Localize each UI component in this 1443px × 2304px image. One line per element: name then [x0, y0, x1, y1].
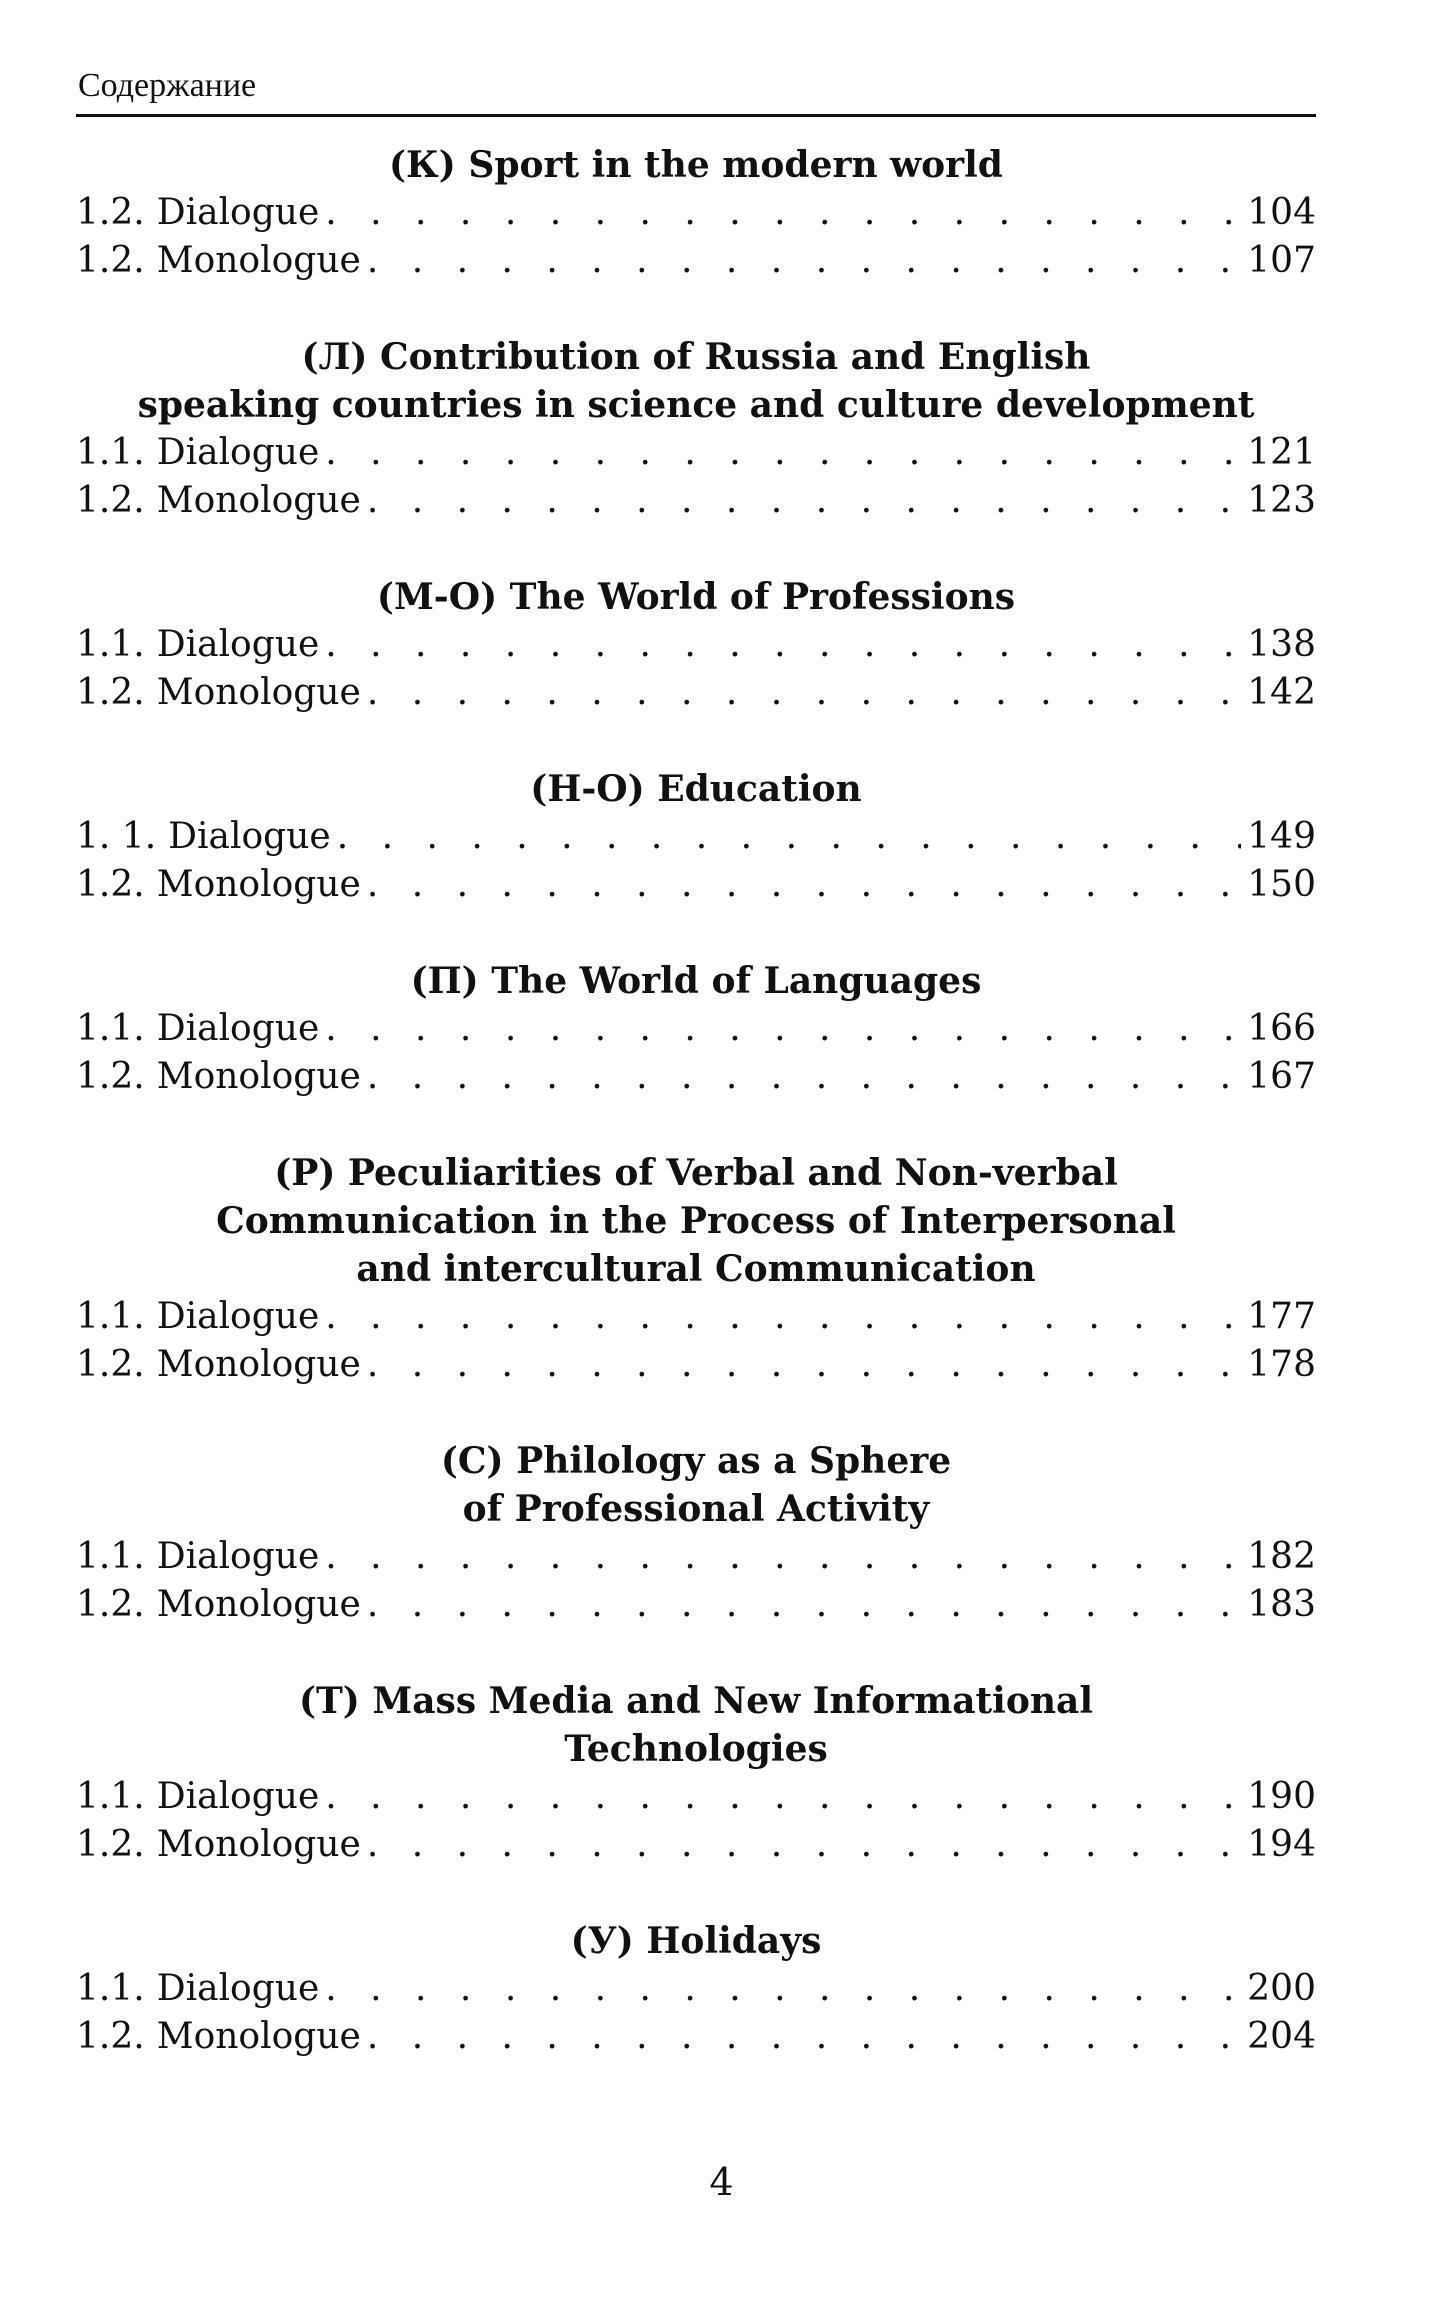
leader-dots — [367, 669, 1241, 717]
toc-entry[interactable] — [76, 429, 1316, 477]
entry-label: Monologue — [156, 2016, 361, 2057]
entry-page-number: 138 — [1247, 624, 1316, 665]
entry-label: Dialogue — [156, 1536, 320, 1577]
entry-number: 1.1. — [76, 1968, 145, 2009]
entry-page-number: 178 — [1247, 1344, 1316, 1385]
section-title-line: (С) Philology as a Sphere — [440, 1440, 952, 1482]
toc-entry[interactable] — [76, 1773, 1316, 1821]
header-rule — [76, 114, 1316, 117]
entry-page-number: 166 — [1247, 1008, 1316, 1049]
toc-entry[interactable] — [76, 189, 1316, 237]
entry-label: Monologue — [156, 240, 361, 281]
entry-number: 1.1. — [76, 624, 145, 665]
section-title-line: (Н-О) Education — [530, 768, 862, 810]
entry-page-number: 167 — [1247, 1056, 1316, 1097]
toc-section — [76, 573, 1316, 717]
section-title-line: (М-О) The World of Professions — [376, 576, 1016, 618]
table-of-contents — [76, 141, 1316, 2061]
toc-entry[interactable] — [76, 1053, 1316, 1101]
section-title-line: (К) Sport in the modern world — [389, 144, 1003, 186]
entry-label: Monologue — [156, 1824, 361, 1865]
toc-entry[interactable] — [76, 861, 1316, 909]
entry-label: Dialogue — [156, 432, 320, 473]
leader-dots — [325, 429, 1241, 477]
leader-dots — [325, 1533, 1241, 1581]
section-title-line: (П) The World of Languages — [410, 960, 982, 1002]
leader-dots — [325, 1965, 1241, 2013]
entry-label: Monologue — [156, 1344, 361, 1385]
leader-dots — [367, 1581, 1241, 1629]
entry-number: 1.2. — [76, 1056, 145, 1097]
entry-number: 1. 1. — [76, 816, 157, 857]
toc-section — [76, 1677, 1316, 1869]
toc-section — [76, 141, 1316, 285]
entry-number: 1.2. — [76, 1584, 145, 1625]
entry-page-number: 177 — [1247, 1296, 1316, 1337]
entry-number: 1.2. — [76, 480, 145, 521]
toc-entry[interactable] — [76, 1341, 1316, 1389]
section-title-line: (Т) Mass Media and New Informational — [298, 1680, 1094, 1722]
entry-page-number: 183 — [1247, 1584, 1316, 1625]
toc-section — [76, 765, 1316, 909]
section-title-line: (Л) Contribution of Russia and English — [301, 336, 1091, 378]
entry-page-number: 142 — [1247, 672, 1316, 713]
toc-entry[interactable] — [76, 621, 1316, 669]
leader-dots — [367, 861, 1241, 909]
toc-entry[interactable] — [76, 813, 1316, 861]
entry-label: Dialogue — [156, 1776, 320, 1817]
toc-entry[interactable] — [76, 2013, 1316, 2061]
toc-entry[interactable] — [76, 1821, 1316, 1869]
entry-number: 1.2. — [76, 864, 145, 905]
toc-entry[interactable] — [76, 669, 1316, 717]
entry-label: Monologue — [156, 672, 361, 713]
toc-entry[interactable] — [76, 1965, 1316, 2013]
entry-page-number: 107 — [1247, 240, 1316, 281]
entry-label: Dialogue — [156, 624, 320, 665]
leader-dots — [367, 237, 1241, 285]
leader-dots — [367, 1341, 1241, 1389]
entry-page-number: 121 — [1247, 432, 1316, 473]
section-title-line: (Р) Peculiarities of Verbal and Non-verbal — [274, 1152, 1118, 1194]
leader-dots — [367, 1053, 1241, 1101]
toc-entry[interactable] — [76, 477, 1316, 525]
toc-section — [76, 1149, 1316, 1389]
entry-page-number: 123 — [1247, 480, 1316, 521]
entry-label: Dialogue — [168, 816, 331, 857]
leader-dots — [367, 2013, 1241, 2061]
section-title-line: Technologies — [564, 1728, 828, 1770]
entry-page-number: 149 — [1247, 816, 1316, 857]
entry-label: Monologue — [156, 1056, 361, 1097]
running-head: Содержание — [78, 67, 257, 104]
entry-number: 1.2. — [76, 192, 145, 233]
entry-page-number: 104 — [1247, 192, 1316, 233]
toc-entry[interactable] — [76, 1581, 1316, 1629]
entry-number: 1.1. — [76, 1008, 145, 1049]
section-title-line: (У) Holidays — [570, 1920, 822, 1962]
entry-number: 1.1. — [76, 432, 145, 473]
toc-entry[interactable] — [76, 1293, 1316, 1341]
leader-dots — [325, 1773, 1241, 1821]
entry-number: 1.1. — [76, 1536, 145, 1577]
entry-label: Dialogue — [156, 1296, 320, 1337]
entry-page-number: 150 — [1247, 864, 1316, 905]
leader-dots — [367, 1821, 1241, 1869]
entry-label: Monologue — [156, 864, 361, 905]
entry-number: 1.1. — [76, 1776, 145, 1817]
toc-entry[interactable] — [76, 237, 1316, 285]
leader-dots — [325, 189, 1241, 237]
entry-label: Dialogue — [156, 1968, 320, 2009]
entry-page-number: 194 — [1247, 1824, 1316, 1865]
leader-dots — [325, 621, 1241, 669]
section-title-line: Communication in the Process of Interpersonal — [216, 1200, 1176, 1242]
toc-section — [76, 957, 1316, 1101]
entry-number: 1.2. — [76, 2016, 145, 2057]
toc-entry[interactable] — [76, 1533, 1316, 1581]
toc-section — [76, 1917, 1316, 2061]
section-title-line: and intercultural Communication — [356, 1248, 1036, 1290]
entry-page-number: 190 — [1247, 1776, 1316, 1817]
leader-dots — [337, 813, 1242, 861]
entry-number: 1.2. — [76, 240, 145, 281]
leader-dots — [325, 1005, 1241, 1053]
page-number: 4 — [709, 2160, 734, 2204]
entry-page-number: 182 — [1247, 1536, 1316, 1577]
section-title-line: speaking countries in science and culture development — [137, 384, 1255, 426]
entry-label: Monologue — [156, 480, 361, 521]
entry-number: 1.1. — [76, 1296, 145, 1337]
entry-number: 1.2. — [76, 672, 145, 713]
toc-entry[interactable] — [76, 1005, 1316, 1053]
entry-label: Dialogue — [156, 192, 320, 233]
entry-number: 1.2. — [76, 1824, 145, 1865]
entry-label: Dialogue — [156, 1008, 320, 1049]
entry-number: 1.2. — [76, 1344, 145, 1385]
toc-section — [76, 1437, 1316, 1629]
entry-page-number: 204 — [1247, 2016, 1316, 2057]
section-title-line: of Professional Activity — [462, 1488, 930, 1530]
toc-page — [76, 58, 1316, 2109]
entry-label: Monologue — [156, 1584, 361, 1625]
leader-dots — [325, 1293, 1241, 1341]
toc-section — [76, 333, 1316, 525]
entry-page-number: 200 — [1247, 1968, 1316, 2009]
leader-dots — [367, 477, 1241, 525]
